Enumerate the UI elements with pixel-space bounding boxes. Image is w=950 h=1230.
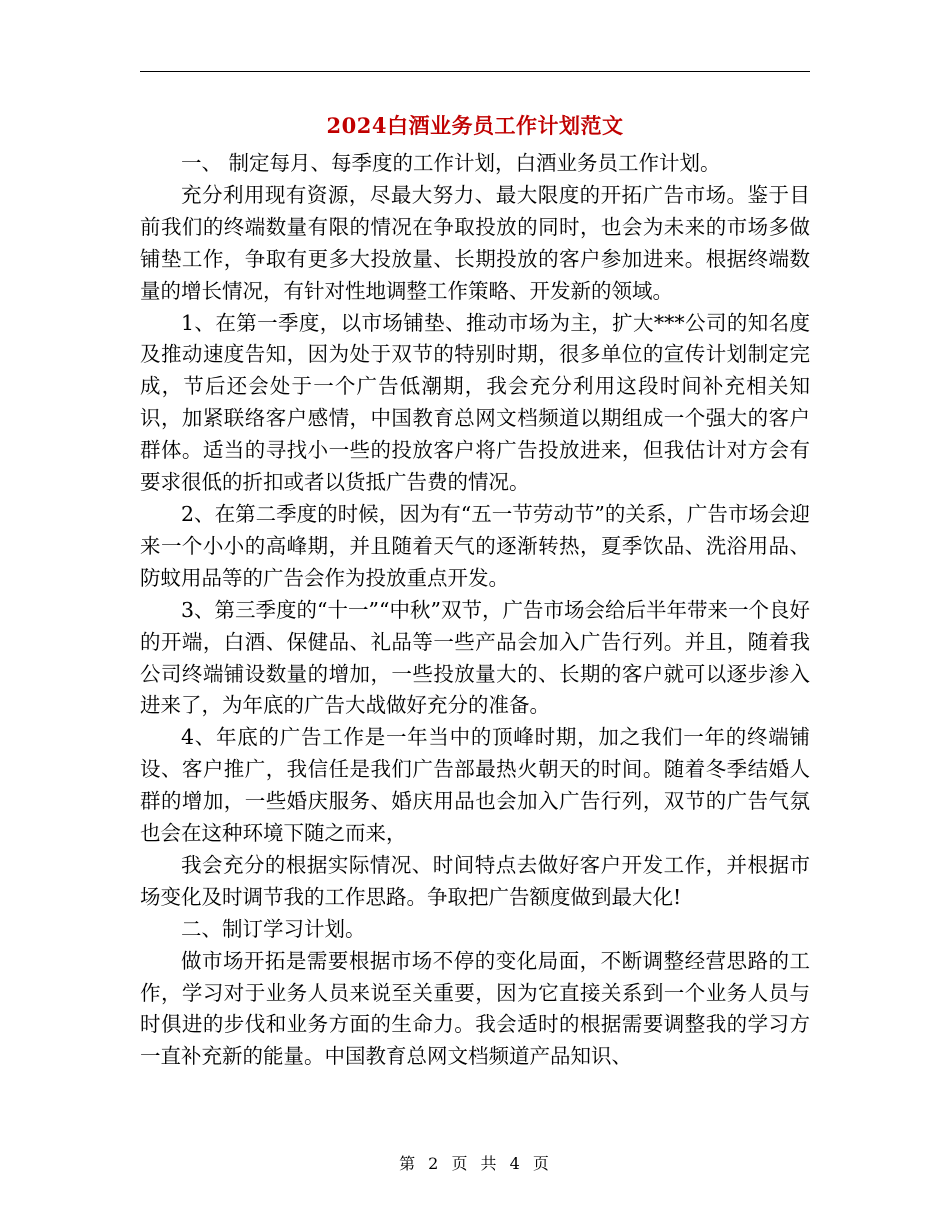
paragraph: 一、 制定每月、每季度的工作计划，白酒业务员工作计划。: [181, 151, 721, 175]
document-body: [140, 148, 810, 1073]
paragraph: 1、在第一季度，以市场铺垫、推动市场为主，扩大***公司的知名度及推动速度告知，因为处于双节的特别时期，很多单位的宣传计划制定完成，节后还会处于一个广告低潮期，我会充分利用这段时间补充相关知识，加紧联络客户感情，中国教育总网文档频道以期组成一个强大的客户群体。适当的寻找小一些的投放客户将广告投放进来，但我估计对方会有要求很低的折扣或者以货抵广告费的情况。: [140, 310, 810, 495]
document-title: 2024白酒业务员工作计划范文: [326, 113, 624, 138]
paragraph: 2、在第二季度的时候，因为有“五一节劳动节”的关系，广告市场会迎来一个小小的高峰期，并且随着天气的逐渐转热，夏季饮品、洗浴用品、防蚊用品等的广告会作为投放重点开发。: [140, 501, 810, 590]
paragraph: 4、年底的广告工作是一年当中的顶峰时期，加之我们一年的终端铺设、客户推广，我信任是我们广告部最热火朝天的时间。随着冬季结婚人群的增加，一些婚庆服务、婚庆用品也会加入广告行列，双节的广告气氛也会在这种环境下随之而来，: [140, 725, 810, 846]
paragraph: 我会充分的根据实际情况、时间特点去做好客户开发工作，并根据市场变化及时调节我的工作思路。争取把广告额度做到最大化!: [140, 852, 810, 909]
paragraph: 做市场开拓是需要根据市场不停的变化局面，不断调整经营思路的工作，学习对于业务人员来说至关重要，因为它直接关系到一个业务人员与时俱进的步伐和业务方面的生命力。我会适时的根据需要调整我的学习方一直补充新的能量。中国教育总网文档频道产品知识、: [140, 948, 810, 1069]
paragraph: 3、第三季度的“十一”“中秋”双节，广告市场会给后半年带来一个良好的开端，白酒、保健品、礼品等一些产品会加入广告行列。并且，随着我公司终端铺设数量的增加，一些投放量大的、长期的客户就可以逐步渗入进来了，为年底的广告大战做好充分的准备。: [140, 597, 810, 718]
paragraph: 充分利用现有资源，尽最大努力、最大限度的开拓广告市场。鉴于目前我们的终端数量有限的情况在争取投放的同时，也会为未来的市场多做铺垫工作，争取有更多大投放量、长期投放的客户参加进来。根据终端数量的增长情况，有针对性地调整工作策略、开发新的领域。: [140, 182, 810, 303]
paragraph: 二、制订学习计划。: [181, 916, 366, 941]
header-rule: [140, 71, 810, 72]
page-number-footer: 第 2 页 共 4 页: [399, 1154, 551, 1173]
